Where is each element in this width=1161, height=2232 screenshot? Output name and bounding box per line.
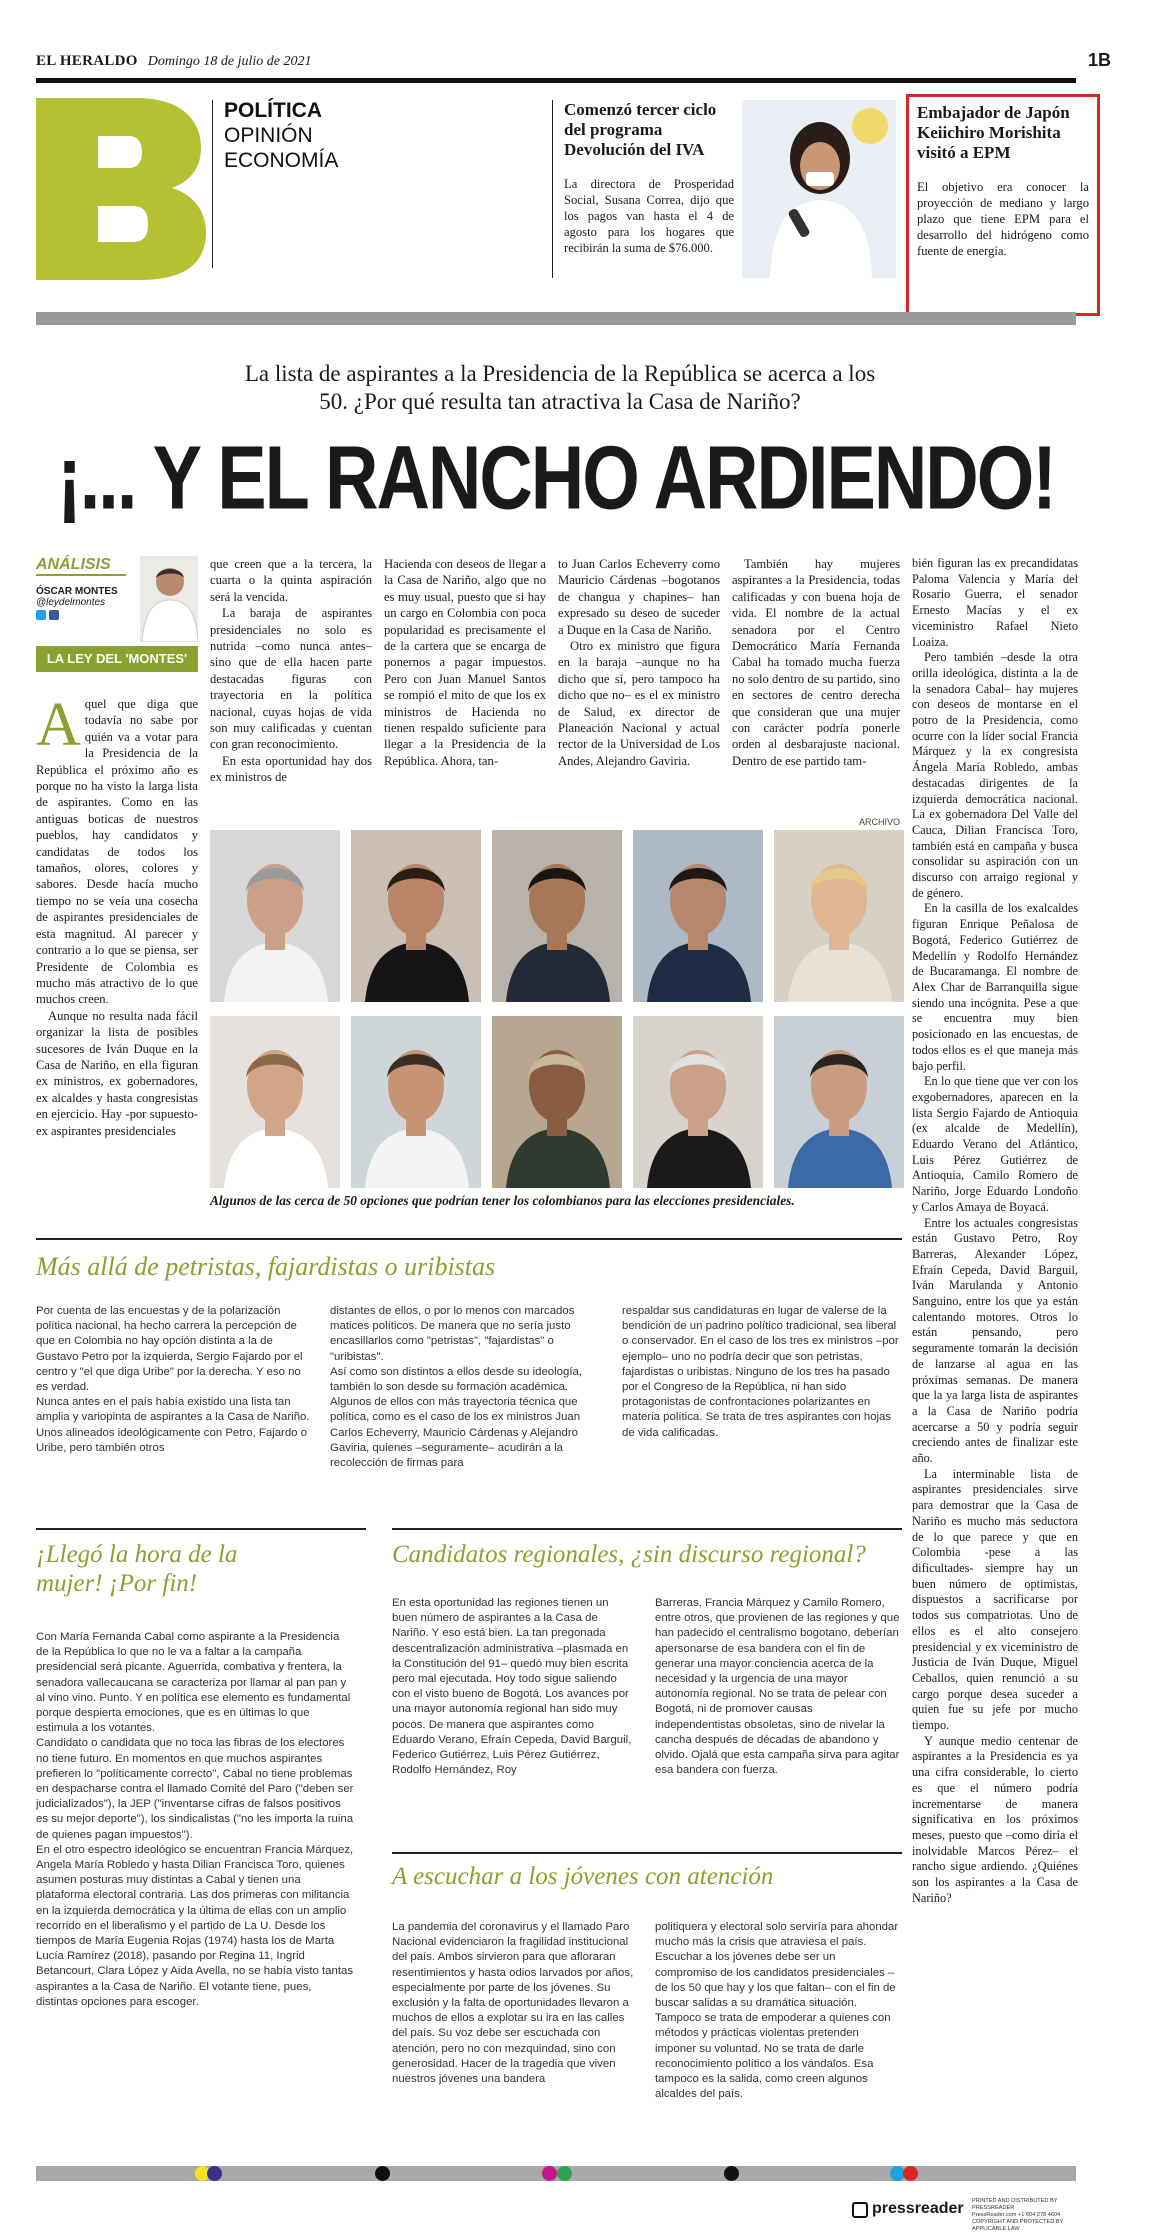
article-paragraph: Aunque no resulta nada fácil organizar la lista de posibles sucesores de Iván Duque en la Casa de Nariño, en ella figuran ex ministros, ex gobernadores, ex alcaldes y hasta congresistas en ejercicio. Hay -por supuesto- ex aspirantes presidenciales xyxy=(36,1008,198,1138)
candidate-photo xyxy=(492,1016,622,1188)
teaser-iva-body: La directora de Prosperidad Social, Susana Correa, dijo que los pagos van hasta el 4 de agosto para los hogares que recibirán la suma de $76.000. xyxy=(564,177,734,255)
sec4-col-1: La pandemia del coronavirus y el llamado Paro Nacional evidenciaron la fragilidad institucional del país. Ambos sirvieron para que afloraran resentimientos y hasta odios larvados por años, especialmente por parte de los jóvenes. Su exclusión y la falta de oportunidades llevaron a muchos de ellos a explotar su ira en las calles del país. Su voz debe ser escuchada con atención, pero no con mezquindad, sino con generosidad. Hacer de la tragedia que viven nuestros jóvenes una bandera xyxy=(392,1921,634,2086)
sec1-col-1: Por cuenta de las encuestas y de la polarización política nacional, ha hecho carrera la percepción de que en Colombia no hay opción distinta a la de Gustavo Petro por la izquierda, Sergio Fajardo por el centro y "el que diga Uribe" por la derecha. Y eso no es verdad. Nunca antes en el país había existido una lista tan amplia y variopinta de aspirantes a la Casa de Nariño. Unos alineados ideológicamente con Petro, Fajardo o Uribe, pero también otros xyxy=(36,1305,310,1454)
article-col-2 xyxy=(210,556,372,786)
masthead-rule xyxy=(36,78,1076,83)
sec3-title: Candidatos regionales, ¿sin discurso regional? xyxy=(392,1541,866,1568)
main-headline: ¡... Y EL RANCHO ARDIENDO! xyxy=(57,426,1055,529)
registration-dot-black xyxy=(375,2166,390,2181)
teaser-iva[interactable] xyxy=(564,100,734,256)
article-col-5 xyxy=(732,556,900,769)
section-divider xyxy=(212,100,213,268)
section-item-politica[interactable]: POLÍTICA xyxy=(224,99,322,122)
article-paragraph: que creen que a la tercera, la cuarta o la quinta aspiración será la vencida. xyxy=(210,557,372,604)
author-box xyxy=(36,556,198,676)
candidate-photo xyxy=(633,1016,763,1188)
section-item-economia[interactable]: ECONOMÍA xyxy=(224,149,339,172)
author-name: ÓSCAR MONTES xyxy=(36,586,118,597)
candidate-photo xyxy=(210,830,340,1002)
article-col-4 xyxy=(558,556,720,769)
registration-dot-magenta xyxy=(542,2166,557,2181)
sec2-title: ¡Llegó la hora de la mujer! ¡Por fin! xyxy=(36,1541,238,1597)
candidate-portrait xyxy=(774,1016,904,1188)
pressreader-badge[interactable] xyxy=(852,2196,1078,2232)
analysis-label: ANÁLISIS xyxy=(36,556,126,576)
speaker-photo xyxy=(742,100,896,278)
author-handle[interactable]: @leydelmontes xyxy=(36,597,106,608)
sec1-title: Más allá de petristas, fajardistas o uribistas xyxy=(36,1252,496,1281)
sec1-col-2: distantes de ellos, o por lo menos con marcados matices políticos. De manera que no sería justo encasillarlos como "petristas", "fajardistas" o "uribistas". Así como son distintos a ellos desde su ideología, también lo son desde su formación académica. Algunos de ellos con más trayectoria técnica que política, como es el caso de los ex ministros Juan Carlos Echeverry, Mauricio Cárdenas y Alejandro Gaviria, quienes –seguramente– acudirán a la recolección de firmas para xyxy=(330,1305,583,1470)
candidate-portrait xyxy=(492,830,622,1002)
candidate-portrait xyxy=(210,1016,340,1188)
section-letter-graphic xyxy=(36,98,206,280)
teaser-epm-body: El objetivo era conocer la proyección de mediano y largo plazo que tiene EPM para el desarrollo del hidrógeno como fuente de energía. xyxy=(917,180,1089,258)
issue-date: Domingo 18 de julio de 2021 xyxy=(147,54,312,69)
candidate-photo xyxy=(492,830,622,1002)
article-paragraph: También hay mujeres aspirantes a la Presidencia, todas calificadas y con buena hoja de vida. El nombre de la actual senadora por el Centro Democrático María Fernanda Cabal ha tomado mucha fuerza no solo dentro de su partido, sino en sectores de centro derecha que consideran que una mujer con carácter podría ponerle orden al desbarajuste nacional. Dentro de ese partido tam- xyxy=(732,557,900,768)
photo-credit: ARCHIVO xyxy=(858,817,900,827)
article-paragraph: Entre los actuales congresistas están Gustavo Petro, Roy Barreras, Alexander López, Efraín Cepeda, David Barguil, Iván Marulanda y Antonio Sanguino, entre los que ya están calentando motores. Otros lo están pensando, pero seguramente tomarán la decisión de lanzarse al agua en las próximas semanas. De manera que la ya larga lista de aspirantes a la Casa de Nariño podría acercarse a 50 y podría seguir creciendo antes de finalizar este año. xyxy=(912,1215,1078,1466)
candidate-photo xyxy=(633,830,763,1002)
newspaper-name: EL HERALDO xyxy=(36,53,138,69)
article-paragraph: quel que diga que todavía no sabe por quién va a votar para la Presidencia de la República el próximo año es porque no ha visto la larga lista de aspirantes. Como en las antiguas boticas de nuestros pueblos, hay candidatos y candidatas de todos los tamaños, olores, colores y sabores. Desde hacía mucho tiempo no se veía una cosecha de aspirantes presidenciales de esta magnitud. Al parecer y contrario a lo que se piensa, ser Presidente de Colombia es mucho más atractivo de lo que muchos creen. xyxy=(36,697,198,1007)
article-paragraph: En lo que tiene que ver con los exgobernadores, aparecen en la lista Sergio Fajardo de Antioquia (ex alcalde de Medellín), Eduardo Verano del Atlántico, Luis Pérez Gutiérrez de Antioquia, Camilo Romero de Nariño, Jorge Eduardo Londoño y Carlos Amaya de Boyacá. xyxy=(912,1074,1078,1214)
article-paragraph: Pero también –desde la otra orilla ideológica, distinta a la de la senadora Cabal– hay mujeres con deseos de montarse en el potro de la Presidencia, como ocurre con la líder social Francia Márquez y la ex congresista Ángela María Robledo, ambas destacadas dirigentes de la izquierda democrática nacional. La ex gobernadora Del Valle del Cauca, Dilian Francisca Toro, también está en campaña y busca consolidar su aspiración con un discurso con arraigo regional y de género. xyxy=(912,650,1078,900)
candidate-portrait xyxy=(351,830,481,1002)
fineprint-line-3: COPYRIGHT AND PROTECTED BY APPLICABLE LAW xyxy=(972,2219,1064,2232)
candidate-portrait xyxy=(633,1016,763,1188)
sec1-col-3: respaldar sus candidaturas en lugar de valerse de la bendición de un padrino político tradicional, sea liberal o conservador. En el caso de los tres ex ministros –por ejemplo– uno no podría decir que son petristas, fajardistas o uribistas. Ninguno de los tres ha pasado por el Congreso de la República, ni han sido protagonistas de confrontaciones polarizantes en materia política. Se trata de tres aspirantes con hojas de vida calificadas. xyxy=(622,1305,899,1439)
fineprint-line-1: PRINTED AND DISTRIBUTED BY PRESSREADER xyxy=(972,2198,1058,2211)
kicker: La lista de aspirantes a la Presidencia de la República se acerca a los 50. ¿Por qué resulta tan atractiva la Casa de Nariño? xyxy=(244,361,876,414)
candidate-photo xyxy=(774,830,904,1002)
page-number: 1B xyxy=(1087,50,1111,70)
teaser-photo-correa xyxy=(742,100,896,278)
pressreader-brand[interactable]: pressreader xyxy=(872,2200,964,2217)
article-paragraph: Otro ex ministro que figura en la baraja –aunque no ha dicho que sí, pero tampoco ha dicho que no– es el ex ministro de Salud, ex director de Planeación Nacional y actual rector de la Universidad de Los Andes, Alejandro Gaviria. xyxy=(558,639,720,768)
article-paragraph: La baraja de aspirantes presidenciales no solo es nutrida –como nunca antes– sino que de ella hacen parte destacadas figuras con trayectoria en la política nacional, cuyas hojas de vida son muy calificadas y cuentan con gran reconocimiento. xyxy=(210,606,372,752)
author-portrait xyxy=(140,556,198,642)
registration-dot-navy xyxy=(207,2166,222,2181)
section-item-opinion[interactable]: OPINIÓN xyxy=(224,124,313,147)
sec4-title: A escuchar a los jóvenes con atención xyxy=(392,1863,774,1890)
article-paragraph: En la casilla de los exalcaldes figuran Enrique Peñalosa de Bogotá, Federico Gutiérrez de Medellín y Rodolfo Hernández de Bucaramanga. El nombre de Alex Char de Barranquilla sigue siendo una incógnita. Pese a que se encuentra muy bien posicionado en las encuestas, de todos ellos es el que maneja más bajo perfil. xyxy=(912,901,1078,1073)
registration-dot-black-2 xyxy=(724,2166,739,2181)
sec3-col-2: Barreras, Francia Márquez y Camilo Romero, entre otros, que provienen de las regiones y que han padecido el centralismo bogotano, deberían apersonarse de esa bandera con el fin de generar una mayor conciencia acerca de la necesidad y la urgencia de una mayor autonomía regional. No se trata de pelear con Bogotá, ni de promover causas independentistas obsoletas, sino de nivelar la cancha después de décadas de abandono y olvido. Ojalá que esta campaña sirva para agitar esa bandera con fuerza. xyxy=(655,1597,900,1777)
candidate-portrait xyxy=(492,1016,622,1188)
candidate-photo xyxy=(351,830,481,1002)
section-list xyxy=(224,98,338,173)
masthead xyxy=(36,52,1111,74)
article-col-3 xyxy=(384,556,546,769)
candidate-photo xyxy=(774,1016,904,1188)
sec3-top-rule xyxy=(392,1528,902,1530)
article-paragraph: La interminable lista de aspirantes presidenciales sirve para demostrar que la Casa de Nariño es mucho más seductora de lo que parece y que en Colombia -pese a las dificultades- siempre hay un buen número de optimistas, dispuestos a sacrificarse por todos sus compatriotas. Uno de ellos es el alto consejero presidencial y ex viceministro de Justicia de Iván Duque, Miguel Ceballos, quien renunció a su cargo porque desea suceder a quien fue su jefe por mucho tiempo. xyxy=(912,1466,1078,1733)
article-paragraph: Y aunque medio centenar de aspirantes a la Presidencia es ya una cifra considerable, lo cierto es que el número podría incrementarse de manera significativa en los próximos meses, puesto que –como diría el inolvidable Marcos Pérez– el rancho sigue ardiendo. ¿Quiénes son los aspirantes a la Casa de Nariño? xyxy=(912,1733,1078,1905)
fineprint-line-2: PressReader.com +1 604 278 4604 xyxy=(972,2212,1061,2218)
candidate-portrait xyxy=(633,830,763,1002)
pressreader-fineprint xyxy=(972,2198,1080,2232)
sec4-col-2: politiquera y electoral solo serviría para ahondar mucho más la crisis que atraviesa el país. Escuchar a los jóvenes debe ser un compromiso de los candidatos presidenciales –de los 50 que hay y los que faltan– con el fin de buscar salidas a su dramática situación. Tampoco se trata de empoderar a quienes con métodos y prácticas violentas pretenden imponer su voluntad. No se trata de darle reconocimiento político a los vándalos. Esa tampoco es la salida, como creen algunos alcaldes del país. xyxy=(655,1921,899,2101)
article-paragraph: bién figuran las ex precandidatas Paloma Valencia y María del Rosario Guerra, el senador Ernesto Macías y el ex viceministro Rafael Nieto Loaiza. xyxy=(912,556,1078,649)
article-col-6 xyxy=(912,556,1078,2162)
sec4-top-rule xyxy=(392,1852,902,1854)
candidate-photo xyxy=(351,1016,481,1188)
sec2-body: Con María Fernanda Cabal como aspirante a la Presidencia de la República lo que no le va a faltar a la campaña presidencial será picante. Aguerrida, combativa y frentera, la senadora vallecaucana se caracteriza por llamar al pan pan y al vino vino. Punto. Y en política ese elemento es fundamental porque despierta emociones, que es en últimas lo que estimula a los votantes. Candidato o candidata que no toca las fibras de los electores no tiene futuro. En momentos en que muchos aspirantes prefieren lo "políticamente correcto", Cabal no tiene problemas en despacharse contra el llamado Comité del Paro ("deben ser judicializados"), la JEP ("inventarse cifras de falsos positivos es su mejor deporte"), los sindicalistas ("no les importa la ruina de quienes pagan impuestos"). En el otro espectro ideológico se encuentran Francia Márquez, Angela María Robledo y hasta Dilian Francisca Toro, quienes asumen posturas muy distintas a Cabal y tienen una plataforma electoral contraria. Las dos primeras con militancia en la izquierda democrática y la última de ellas con un amplio recorrido en el liberalismo y el partido de La U. Desde los tiempos de María Eugenia Rojas (1974) hasta los de Marta Lucía Ramírez (2018), pasando por Regina 11, Ingrid Betancourt, Clara López y Aida Avella, no se había visto tantas aspirantes a la Casa de Nariño. El votante tiene, pues, distintas opciones para escoger. xyxy=(36,1631,354,2008)
article-paragraph: to Juan Carlos Echeverry como Mauricio Cárdenas –bogotanos de changua y chapines– han expresado su deseo de suceder a Duque en la Casa de Nariño. xyxy=(558,557,720,637)
drop-cap: A xyxy=(36,691,81,759)
section-letter xyxy=(36,98,206,280)
article-paragraph: Hacienda con deseos de llegar a la Casa de Nariño, algo que no es muy usual, puesto que si hay un cargo en Colombia con poca popularidad es precisamente el de la cartera que se encarga de ponernos a pagar impuestos. Pero con Juan Manuel Santos se rompió el mito de que los ex ministros de Hacienda no tienen respaldo suficiente para llegar a la Presidencia de la República. Ahora, tan- xyxy=(384,557,546,768)
sec2-top-rule xyxy=(36,1528,366,1530)
candidate-portrait xyxy=(774,830,904,1002)
registration-dot-red xyxy=(903,2166,918,2181)
candidate-photo-grid xyxy=(210,830,902,1188)
article-col-1 xyxy=(36,691,198,1139)
sec3-col-1: En esta oportunidad las regiones tienen un buen número de aspirantes a la Casa de Nariño. Y eso está bien. La tan pregonada descentralización administrativa –plasmada en la Constitución del 91– quedó muy bien escrita pero mal ejecutada. Hoy todo sigue saliendo con el visto bueno de Bogotá. Los avances por una mayor autonomía regional han sido muy pocos. De manera que aspirantes como Eduardo Verano, Efraín Cepeda, David Barguil, Federico Gutiérrez, Luis Pérez Gutiérrez, Rodolfo Hernández, Roy xyxy=(392,1597,632,1777)
sec1-top-rule xyxy=(36,1238,902,1240)
candidate-portrait xyxy=(210,830,340,1002)
header-grey-bar xyxy=(36,312,1076,325)
teaser-divider xyxy=(552,100,553,278)
photo-caption: Algunos de las cerca de 50 opciones que podrían tener los colombianos para las elecciones presidenciales. xyxy=(210,1193,795,1208)
column-name-banner: LA LEY DEL 'MONTES' xyxy=(36,646,198,672)
teaser-epm-box[interactable] xyxy=(906,94,1100,316)
candidate-portrait xyxy=(351,1016,481,1188)
twitter-icon[interactable] xyxy=(36,610,46,620)
facebook-icon[interactable] xyxy=(49,610,59,620)
author-photo xyxy=(140,556,198,642)
teaser-epm-title[interactable]: Embajador de Japón Keiichiro Morishita visitó a EPM xyxy=(917,103,1070,162)
candidate-photo xyxy=(210,1016,340,1188)
teaser-iva-title[interactable]: Comenzó tercer ciclo del programa Devolución del IVA xyxy=(564,100,717,159)
pressreader-logo-icon xyxy=(852,2202,868,2218)
registration-dot-green xyxy=(557,2166,572,2181)
article-paragraph: En esta oportunidad hay dos ex ministros de xyxy=(210,753,372,785)
